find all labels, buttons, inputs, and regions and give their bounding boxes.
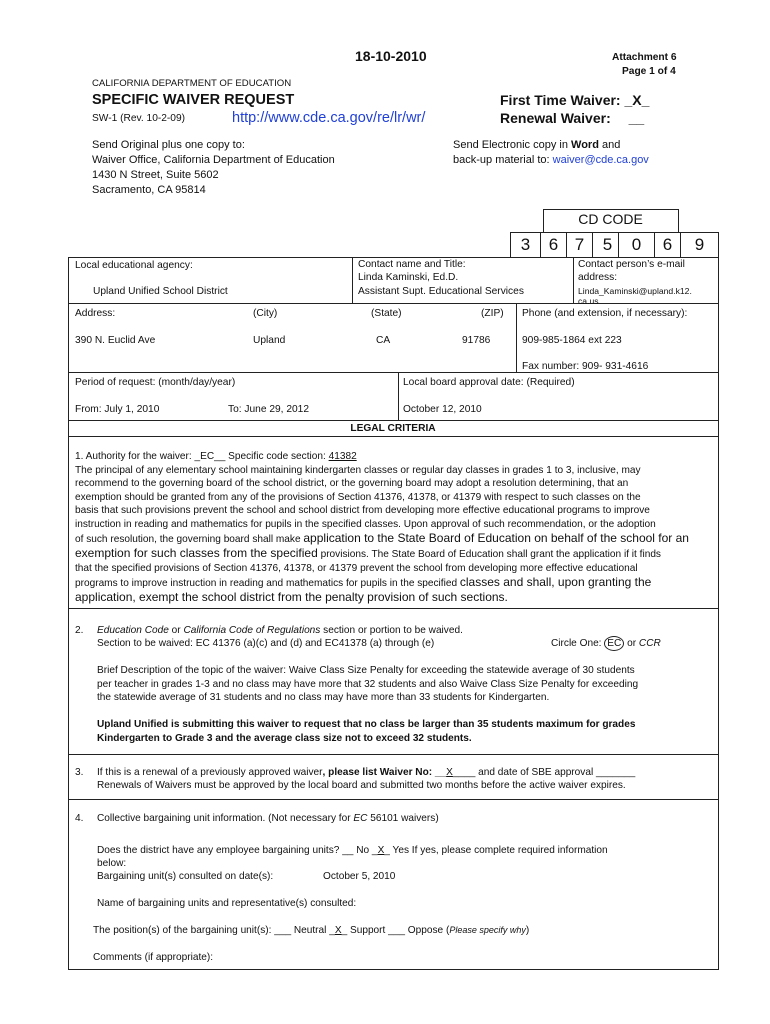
cd-digit: 6 (548, 235, 559, 254)
state-label: (State) (371, 308, 402, 319)
item4-names-label: Name of bargaining units and representative(s) consulted: (97, 898, 357, 909)
agency-value: Upland Unified School District (93, 286, 228, 297)
item4-heading: Collective bargaining unit information. (Not necessary for EC 56101 waivers) (97, 813, 439, 824)
agency-label: Local educational agency: (75, 260, 193, 271)
cd-digit: 6 (662, 235, 673, 254)
page-number: Page 1 of 4 (622, 66, 676, 77)
email-label-2: address: (578, 272, 618, 283)
send-electronic-line1: Send Electronic copy in Word and (453, 139, 621, 151)
item4-below: below: (97, 858, 127, 869)
item4-consulted-label: Bargaining unit(s) consulted on date(s): (97, 871, 274, 882)
city-value: Upland (253, 335, 286, 346)
department-name: CALIFORNIA DEPARTMENT OF EDUCATION (92, 78, 292, 89)
email-value-2: ca.us (578, 296, 599, 306)
item3-note: Renewals of Waivers must be approved by the local board and submitted two months before the active waiver expires. (97, 780, 626, 791)
fax-number: Fax number: 909- 931-4616 (522, 361, 649, 372)
item1-line: exemption should be granted from any of the provisions of Section 41376, 41378, or 41379 with respect to such classes on the (75, 492, 641, 503)
item2-statement: Upland Unified is submitting this waiver to request that no class be larger than 35 students maximum for grades (97, 719, 636, 730)
item4-position: The position(s) of the bargaining unit(s): ___ Neutral _X_ Support ___ Oppose (Please specify why) (93, 925, 530, 936)
item1-line: basis that such provisions prevent the school and school district from developing more effective educational programs to improve (75, 505, 650, 516)
item2-number: 2. (75, 625, 84, 636)
cd-digit: 5 (602, 235, 613, 254)
phone-value: 909-985-1864 ext 223 (522, 335, 622, 346)
zip-label: (ZIP) (481, 308, 504, 319)
phone-label: Phone (and extension, if necessary): (522, 308, 688, 319)
board-approval-value: October 12, 2010 (403, 404, 482, 415)
item1-line: that the specified provisions of Section 41376, 41378, or 41379 prevent the school from developing more effective educational (75, 563, 638, 574)
cd-digit: 0 (631, 235, 642, 254)
item4-consulted-value: October 5, 2010 (323, 871, 396, 882)
circled-ec: EC (604, 636, 624, 651)
address-value: 390 N. Euclid Ave (75, 335, 156, 346)
period-from: From: July 1, 2010 (75, 404, 160, 415)
first-time-label: First Time Waiver: (500, 92, 621, 108)
send-original-line2: Waiver Office, California Department of Education (92, 154, 335, 166)
cd-code-label: CD CODE (578, 211, 643, 227)
item1-line: application, exempt the school district from the penalty provision of such sections. (75, 590, 508, 604)
period-label: Period of request: (month/day/year) (75, 377, 236, 388)
first-time-waiver (500, 92, 649, 108)
form-code: SW-1 (Rev. 10-2-09) (92, 113, 186, 124)
form-title: SPECIFIC WAIVER REQUEST (92, 92, 295, 108)
address-label: Address: (75, 308, 116, 319)
email-label-1: Contact person’s e-mail (578, 259, 685, 270)
contact-name: Linda Kaminski, Ed.D. (358, 272, 459, 283)
item2-section: Section to be waived: EC 41376 (a)(c) and (d) and EC41378 (a) through (e) (97, 638, 435, 649)
item4-comments: Comments (if appropriate): (93, 952, 214, 963)
item1-line: The principal of any elementary school maintaining kindergarten classes or regular day classes in grades 1 to 3, inclusive, may (75, 465, 641, 476)
document-date: 18-10-2010 (355, 48, 427, 64)
send-original-line1: Send Original plus one copy to: (92, 139, 245, 151)
item2-statement: Kindergarten to Grade 3 and the average class size not to exceed 32 students. (97, 733, 472, 744)
item1-line: recommend to the governing board of the school district, or the governing board may adopt a resolution determining, that an (75, 478, 629, 489)
send-original-line3: 1430 N Street, Suite 5602 (92, 169, 219, 181)
send-original-line4: Sacramento, CA 95814 (92, 184, 206, 196)
renewal-waiver (500, 110, 644, 126)
contact-label: Contact name and Title: (358, 259, 466, 270)
city-label: (City) (253, 308, 278, 319)
waiver-email-link[interactable]: waiver@cde.ca.gov (552, 154, 649, 166)
send-electronic-line2: back-up material to: waiver@cde.ca.gov (453, 154, 649, 166)
zip-value: 91786 (462, 335, 491, 346)
legal-criteria-heading: LEGAL CRITERIA (350, 423, 436, 434)
item3-renewal: If this is a renewal of a previously approved waiver, please list Waiver No: __X____ and date of SBE approval _______ (97, 767, 636, 778)
item2-circle-one: Circle One: EC or CCR (551, 638, 661, 649)
item2-description: Brief Description of the topic of the waiver: Waive Class Size Penalty for exceeding the statewide average of 30 students (97, 665, 635, 676)
cd-digit: 9 (694, 235, 705, 254)
attachment-label: Attachment 6 (612, 52, 677, 63)
renewal-label: Renewal Waiver: (500, 110, 611, 126)
period-to: To: June 29, 2012 (228, 404, 309, 415)
waiver-url-link[interactable]: http://www.cde.ca.gov/re/lr/wr/ (232, 110, 426, 126)
email-value-1: Linda_Kaminski@upland.k12. (578, 286, 692, 296)
item1-line: instruction in reading and mathematics for pupils in the specified classes. Upon approval of such recommendation, or the adoption (75, 519, 656, 530)
state-value: CA (376, 335, 391, 346)
item2-description: the statewide average of 31 students and no class may have more than 33 students for Kindergarten. (97, 692, 550, 703)
item1-line: programs to improve instruction in reading and mathematics for pupils in the specified classes and shall, upon granting the (75, 575, 652, 589)
item1-line: exemption for such classes from the specified provisions. The State Board of Education shall grant the application if it finds (75, 546, 661, 560)
contact-title: Assistant Supt. Educational Services (358, 286, 524, 297)
item1-authority: 1. Authority for the waiver: _EC__ Specific code section: 41382 (75, 451, 357, 462)
cd-digit: 7 (574, 235, 585, 254)
item1-line: of such resolution, the governing board shall make application to the State Board of Education on behalf of the school for an (75, 531, 689, 545)
renewal-value: __ (628, 110, 645, 126)
item4-number: 4. (75, 813, 84, 824)
cd-digit: 3 (520, 235, 531, 254)
item2-heading: Education Code or California Code of Regulations section or portion to be waived. (97, 625, 463, 636)
item3-number: 3. (75, 767, 84, 778)
board-approval-label: Local board approval date: (Required) (403, 377, 575, 388)
item4-question: Does the district have any employee bargaining units? __ No _X_ Yes If yes, please complete required information (97, 845, 608, 856)
first-time-value: _X_ (624, 92, 650, 108)
item2-description: per teacher in grades 1-3 and no class may have more that 32 students and also Waive Class Size Penalty for exceeding (97, 679, 639, 690)
